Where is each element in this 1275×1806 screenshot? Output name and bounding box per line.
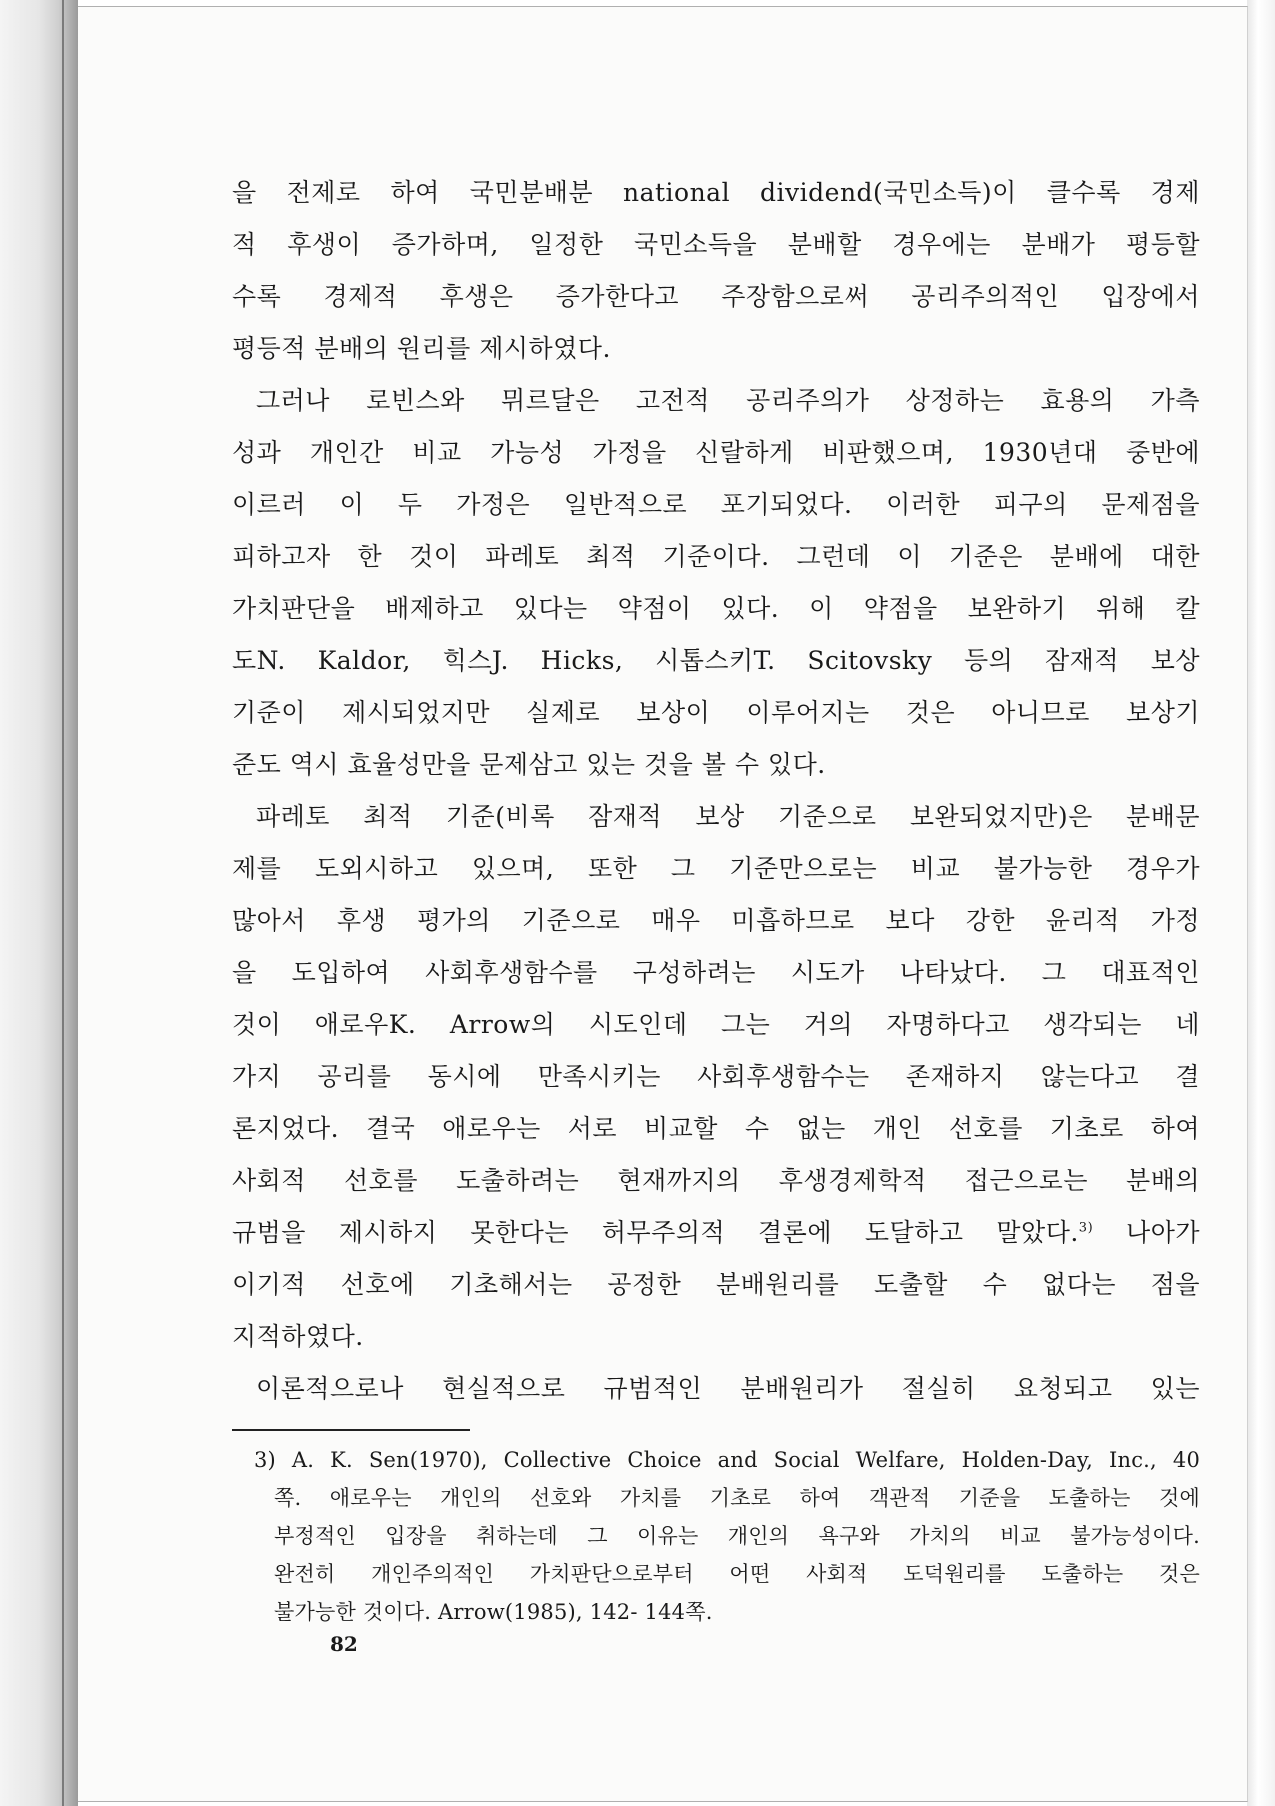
footnote-divider [232, 1429, 470, 1431]
body-line: 이기적 선호에 기초해서는 공정한 분배원리를 도출할 수 없다는 점을 [232, 1270, 1200, 1299]
body-line: 그러나 로빈스와 뮈르달은 고전적 공리주의가 상정하는 효용의 가측 [256, 386, 1200, 415]
body-line: 이르러 이 두 가정은 일반적으로 포기되었다. 이러한 피구의 문제점을 [232, 490, 1200, 519]
body-text [232, 167, 1200, 1415]
body-line: 수록 경제적 후생은 증가한다고 주장함으로써 공리주의적인 입장에서 [232, 282, 1200, 311]
book-page [74, 6, 1248, 1802]
body-line: 많아서 후생 평가의 기준으로 매우 미흡하므로 보다 강한 윤리적 가정 [232, 906, 1200, 935]
page-right-edge [1247, 0, 1275, 1806]
body-line: 이론적으로나 현실적으로 규범적인 분배원리가 절실히 요청되고 있는 [256, 1374, 1200, 1403]
body-line: 을 도입하여 사회후생함수를 구성하려는 시도가 나타났다. 그 대표적인 [232, 958, 1200, 987]
body-line: 지적하였다. [232, 1322, 364, 1351]
footnote-line: 불가능한 것이다. Arrow(1985), 142- 144쪽. [274, 1600, 713, 1624]
body-line: 적 후생이 증가하며, 일정한 국민소득을 분배할 경우에는 분배가 평등할 [232, 230, 1200, 259]
body-line: 평등적 분배의 원리를 제시하였다. [232, 334, 611, 363]
page-content [232, 167, 1200, 1631]
footnote-ref: 3) [1078, 1220, 1094, 1236]
body-line: 성과 개인간 비교 가능성 가정을 신랄하게 비판했으며, 1930년대 중반에 [232, 438, 1200, 467]
body-line [232, 1207, 1200, 1259]
footnote-line: 3) A. K. Sen(1970), Collective Choice and Social Welfare, Holden-Day, Inc., 40 [254, 1448, 1200, 1472]
body-line: 것이 애로우K. Arrow의 시도인데 그는 거의 자명하다고 생각되는 네 [232, 1010, 1200, 1039]
body-line: 사회적 선호를 도출하려는 현재까지의 후생경제학적 접근으로는 분배의 [232, 1166, 1200, 1195]
footnote-line: 쪽. 애로우는 개인의 선호와 가치를 기초로 하여 객관적 기준을 도출하는 것에 [274, 1486, 1200, 1510]
page-number: 82 [330, 1632, 358, 1656]
body-line-text-after: 나아가 [1093, 1218, 1200, 1247]
footnote-line: 부정적인 입장을 취하는데 그 이유는 개인의 욕구와 가치의 비교 불가능성이다. [274, 1524, 1200, 1548]
body-line: 파레토 최적 기준(비록 잠재적 보상 기준으로 보완되었지만)은 분배문 [256, 802, 1200, 831]
footnote-line: 완전히 개인주의적인 가치판단으로부터 어떤 사회적 도덕원리를 도출하는 것은 [274, 1562, 1200, 1586]
body-line: 론지었다. 결국 애로우는 서로 비교할 수 없는 개인 선호를 기초로 하여 [232, 1114, 1200, 1143]
body-line: 가치판단을 배제하고 있다는 약점이 있다. 이 약점을 보완하기 위해 칼 [232, 594, 1200, 623]
body-line: 가지 공리를 동시에 만족시키는 사회후생함수는 존재하지 않는다고 결 [232, 1062, 1200, 1091]
body-line: 기준이 제시되었지만 실제로 보상이 이루어지는 것은 아니므로 보상기 [232, 698, 1200, 727]
spine-edge-line [62, 0, 64, 1806]
body-line: 준도 역시 효율성만을 문제삼고 있는 것을 볼 수 있다. [232, 750, 826, 779]
body-line: 피하고자 한 것이 파레토 최적 기준이다. 그런데 이 기준은 분배에 대한 [232, 542, 1200, 571]
body-line: 제를 도외시하고 있으며, 또한 그 기준만으로는 비교 불가능한 경우가 [232, 854, 1200, 883]
footnote [232, 1441, 1200, 1631]
body-line: 도N. Kaldor, 힉스J. Hicks, 시톱스키T. Scitovsky 등의 잠재적 보상 [232, 646, 1200, 675]
body-line: 을 전제로 하여 국민분배분 national dividend(국민소득)이 클수록 경제 [232, 178, 1200, 207]
body-line-text: 규범을 제시하지 못한다는 허무주의적 결론에 도달하고 말았다. [232, 1218, 1079, 1247]
book-spine [0, 0, 78, 1806]
